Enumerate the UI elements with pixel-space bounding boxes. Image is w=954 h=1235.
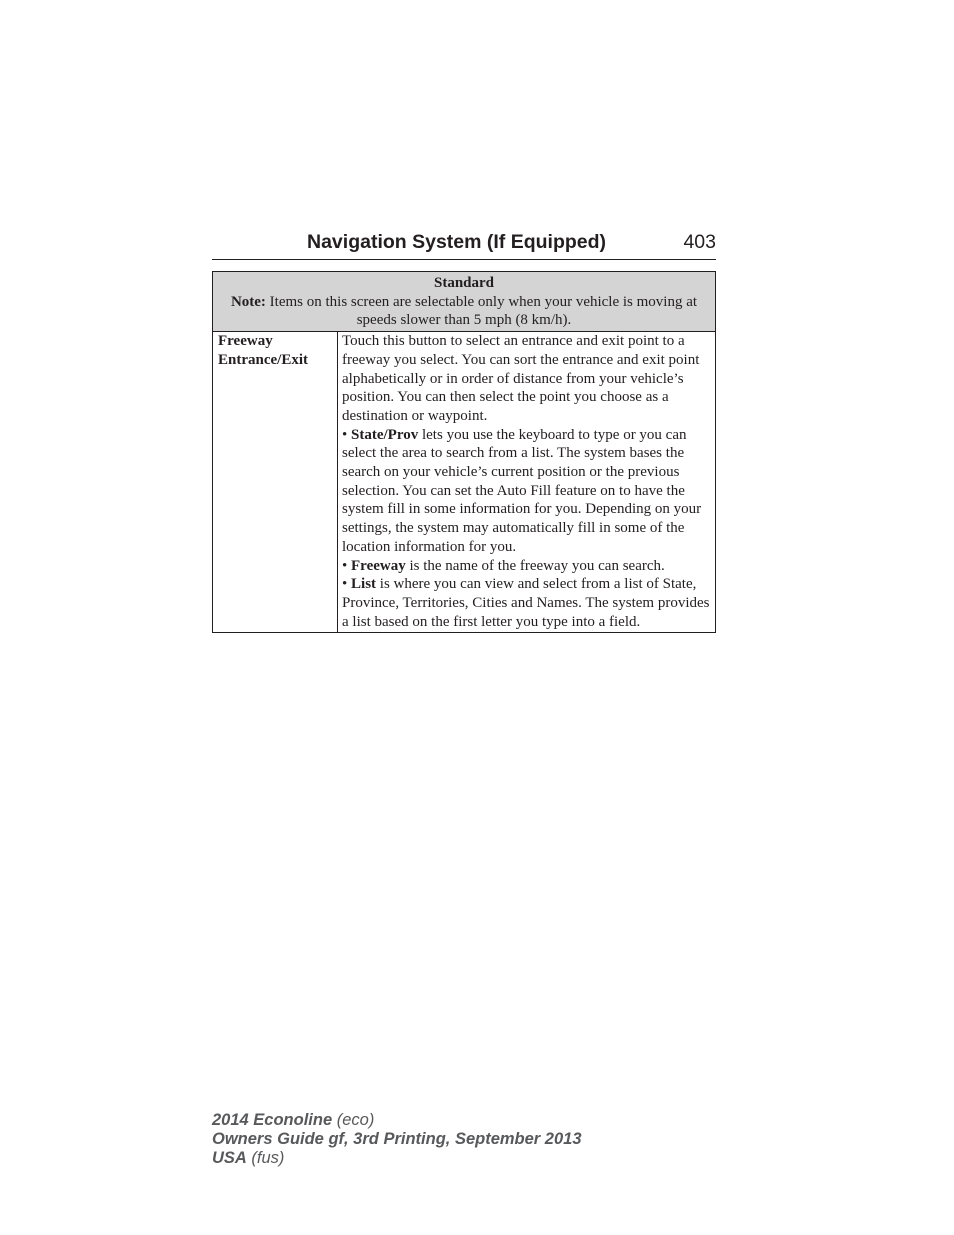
bullet-term: Freeway [351, 557, 406, 574]
page-number: 403 [683, 231, 716, 253]
bullet-state-prov [342, 426, 710, 557]
bullet-term: List [351, 576, 377, 593]
page-footer [212, 1111, 582, 1168]
feature-description-cell [338, 332, 716, 633]
feature-name-line-2: Entrance/Exit [218, 351, 308, 368]
bullet-freeway [342, 557, 710, 576]
bullet-marker: • [342, 426, 352, 443]
bullet-text: is the name of the freeway you can search. [405, 557, 665, 574]
page-header [212, 229, 716, 260]
note-label: Note: [230, 293, 266, 310]
footer-line-1 [212, 1111, 582, 1130]
feature-intro: Touch this button to select an entrance and exit point to a freeway you select. You can sort the entrance and exit point alphabetically or in order of distance from your vehicle’s position. You can then select the point you choose as a destination or waypoint. [342, 333, 700, 424]
table-header-row [213, 272, 716, 332]
bullet-text: is where you can view and select from a list of State, Province, Territories, Cities and Names. The system provides a list based on the first letter you type into a field. [342, 576, 710, 630]
table-note [219, 293, 709, 330]
footer-market: USA [212, 1149, 247, 1167]
footer-model: 2014 Econoline [212, 1111, 333, 1129]
bullet-list [342, 575, 710, 631]
footer-market-code: (fus) [246, 1149, 285, 1167]
note-text: Items on this screen are selectable only when your vehicle is moving at speeds slower than 5 mph (8 km/h). [265, 293, 698, 329]
feature-name-line-1: Freeway [218, 333, 273, 350]
footer-line-3 [212, 1149, 582, 1168]
bullet-marker: • [342, 576, 352, 593]
section-title: Navigation System (If Equipped) [307, 231, 607, 253]
feature-name-cell [213, 332, 338, 633]
navigation-table [212, 271, 716, 633]
table-header-cell [213, 272, 716, 332]
bullet-term: State/Prov [351, 426, 419, 443]
bullet-marker: • [342, 557, 352, 574]
footer-model-code: (eco) [332, 1111, 375, 1129]
table-header-title: Standard [433, 275, 495, 291]
table-row [213, 332, 716, 633]
footer-line-2: Owners Guide gf, 3rd Printing, September 2013 [212, 1130, 582, 1148]
bullet-text: lets you use the keyboard to type or you can select the area to search from a list. The system bases the search on your vehicle’s current position or the previous selection. You can set the Auto Fill feature on to have the system fill in some information for you. Depending on your settings, the system may automatically fill in some of the location information for you. [342, 426, 702, 555]
